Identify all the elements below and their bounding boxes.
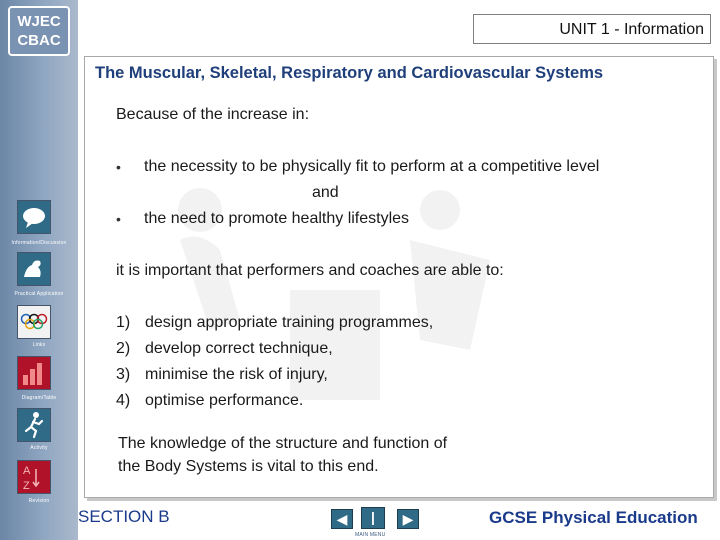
- unit-title-box: UNIT 1 - Information: [473, 14, 711, 44]
- list-number: 1): [116, 314, 131, 331]
- svg-text:A: A: [23, 465, 31, 477]
- list-number: 3): [116, 366, 131, 383]
- brand-label: GCSE Physical Education: [489, 508, 698, 527]
- list-item: optimise performance.: [145, 392, 304, 409]
- a-to-z-icon[interactable]: [17, 460, 51, 494]
- list-item: design appropriate training programmes,: [145, 314, 434, 331]
- section-label: SECTION B: [78, 507, 170, 526]
- next-arrow-icon[interactable]: ▶: [397, 509, 419, 529]
- bullet-item: the need to promote healthy lifestyles: [144, 210, 410, 227]
- sidebar-item-label: Diagram/Table: [21, 395, 57, 401]
- sidebar: [0, 0, 78, 540]
- olympic-rings-icon[interactable]: [17, 305, 51, 339]
- intro-text: Because of the increase in:: [116, 106, 310, 123]
- conclusion-line-1: The knowledge of the structure and function of: [118, 435, 448, 452]
- sidebar-item-label: Activity: [30, 445, 48, 451]
- conclusion-line-2: the Body Systems is vital to this end.: [118, 458, 379, 475]
- sidebar-item-label: Revision: [28, 498, 50, 504]
- bullet-marker: •: [116, 211, 121, 227]
- logo-line-2: CBAC: [17, 32, 61, 49]
- wjec-cbac-logo: [8, 6, 70, 56]
- bullet-marker: •: [116, 159, 121, 175]
- flexed-arm-icon[interactable]: [17, 252, 51, 286]
- running-figure-icon[interactable]: [17, 408, 51, 442]
- speech-bubble-icon[interactable]: [17, 200, 51, 234]
- list-number: 4): [116, 392, 131, 409]
- bar-chart-icon[interactable]: [17, 356, 51, 390]
- svg-text:Z: Z: [23, 480, 30, 492]
- sidebar-item-label: Practical Application: [14, 291, 64, 297]
- prev-arrow-icon[interactable]: ◀: [331, 509, 353, 529]
- bullet-item: the necessity to be physically fit to perform at a competitive level: [144, 158, 600, 175]
- logo-line-1: WJEC: [17, 13, 61, 30]
- list-number: 2): [116, 340, 131, 357]
- lead-text: it is important that performers and coaches are able to:: [116, 262, 504, 279]
- page-title: The Muscular, Skeletal, Respiratory and Cardiovascular Systems: [95, 64, 604, 82]
- sidebar-item-label: Information/Discussion: [11, 240, 67, 246]
- main-menu-label[interactable]: MAIN MENU: [355, 532, 386, 538]
- list-item: develop correct technique,: [145, 340, 333, 357]
- list-item: minimise the risk of injury,: [145, 366, 328, 383]
- sidebar-item-label: Links: [32, 342, 46, 348]
- connector-text: and: [312, 184, 339, 201]
- main-menu-icon[interactable]: |: [361, 507, 385, 529]
